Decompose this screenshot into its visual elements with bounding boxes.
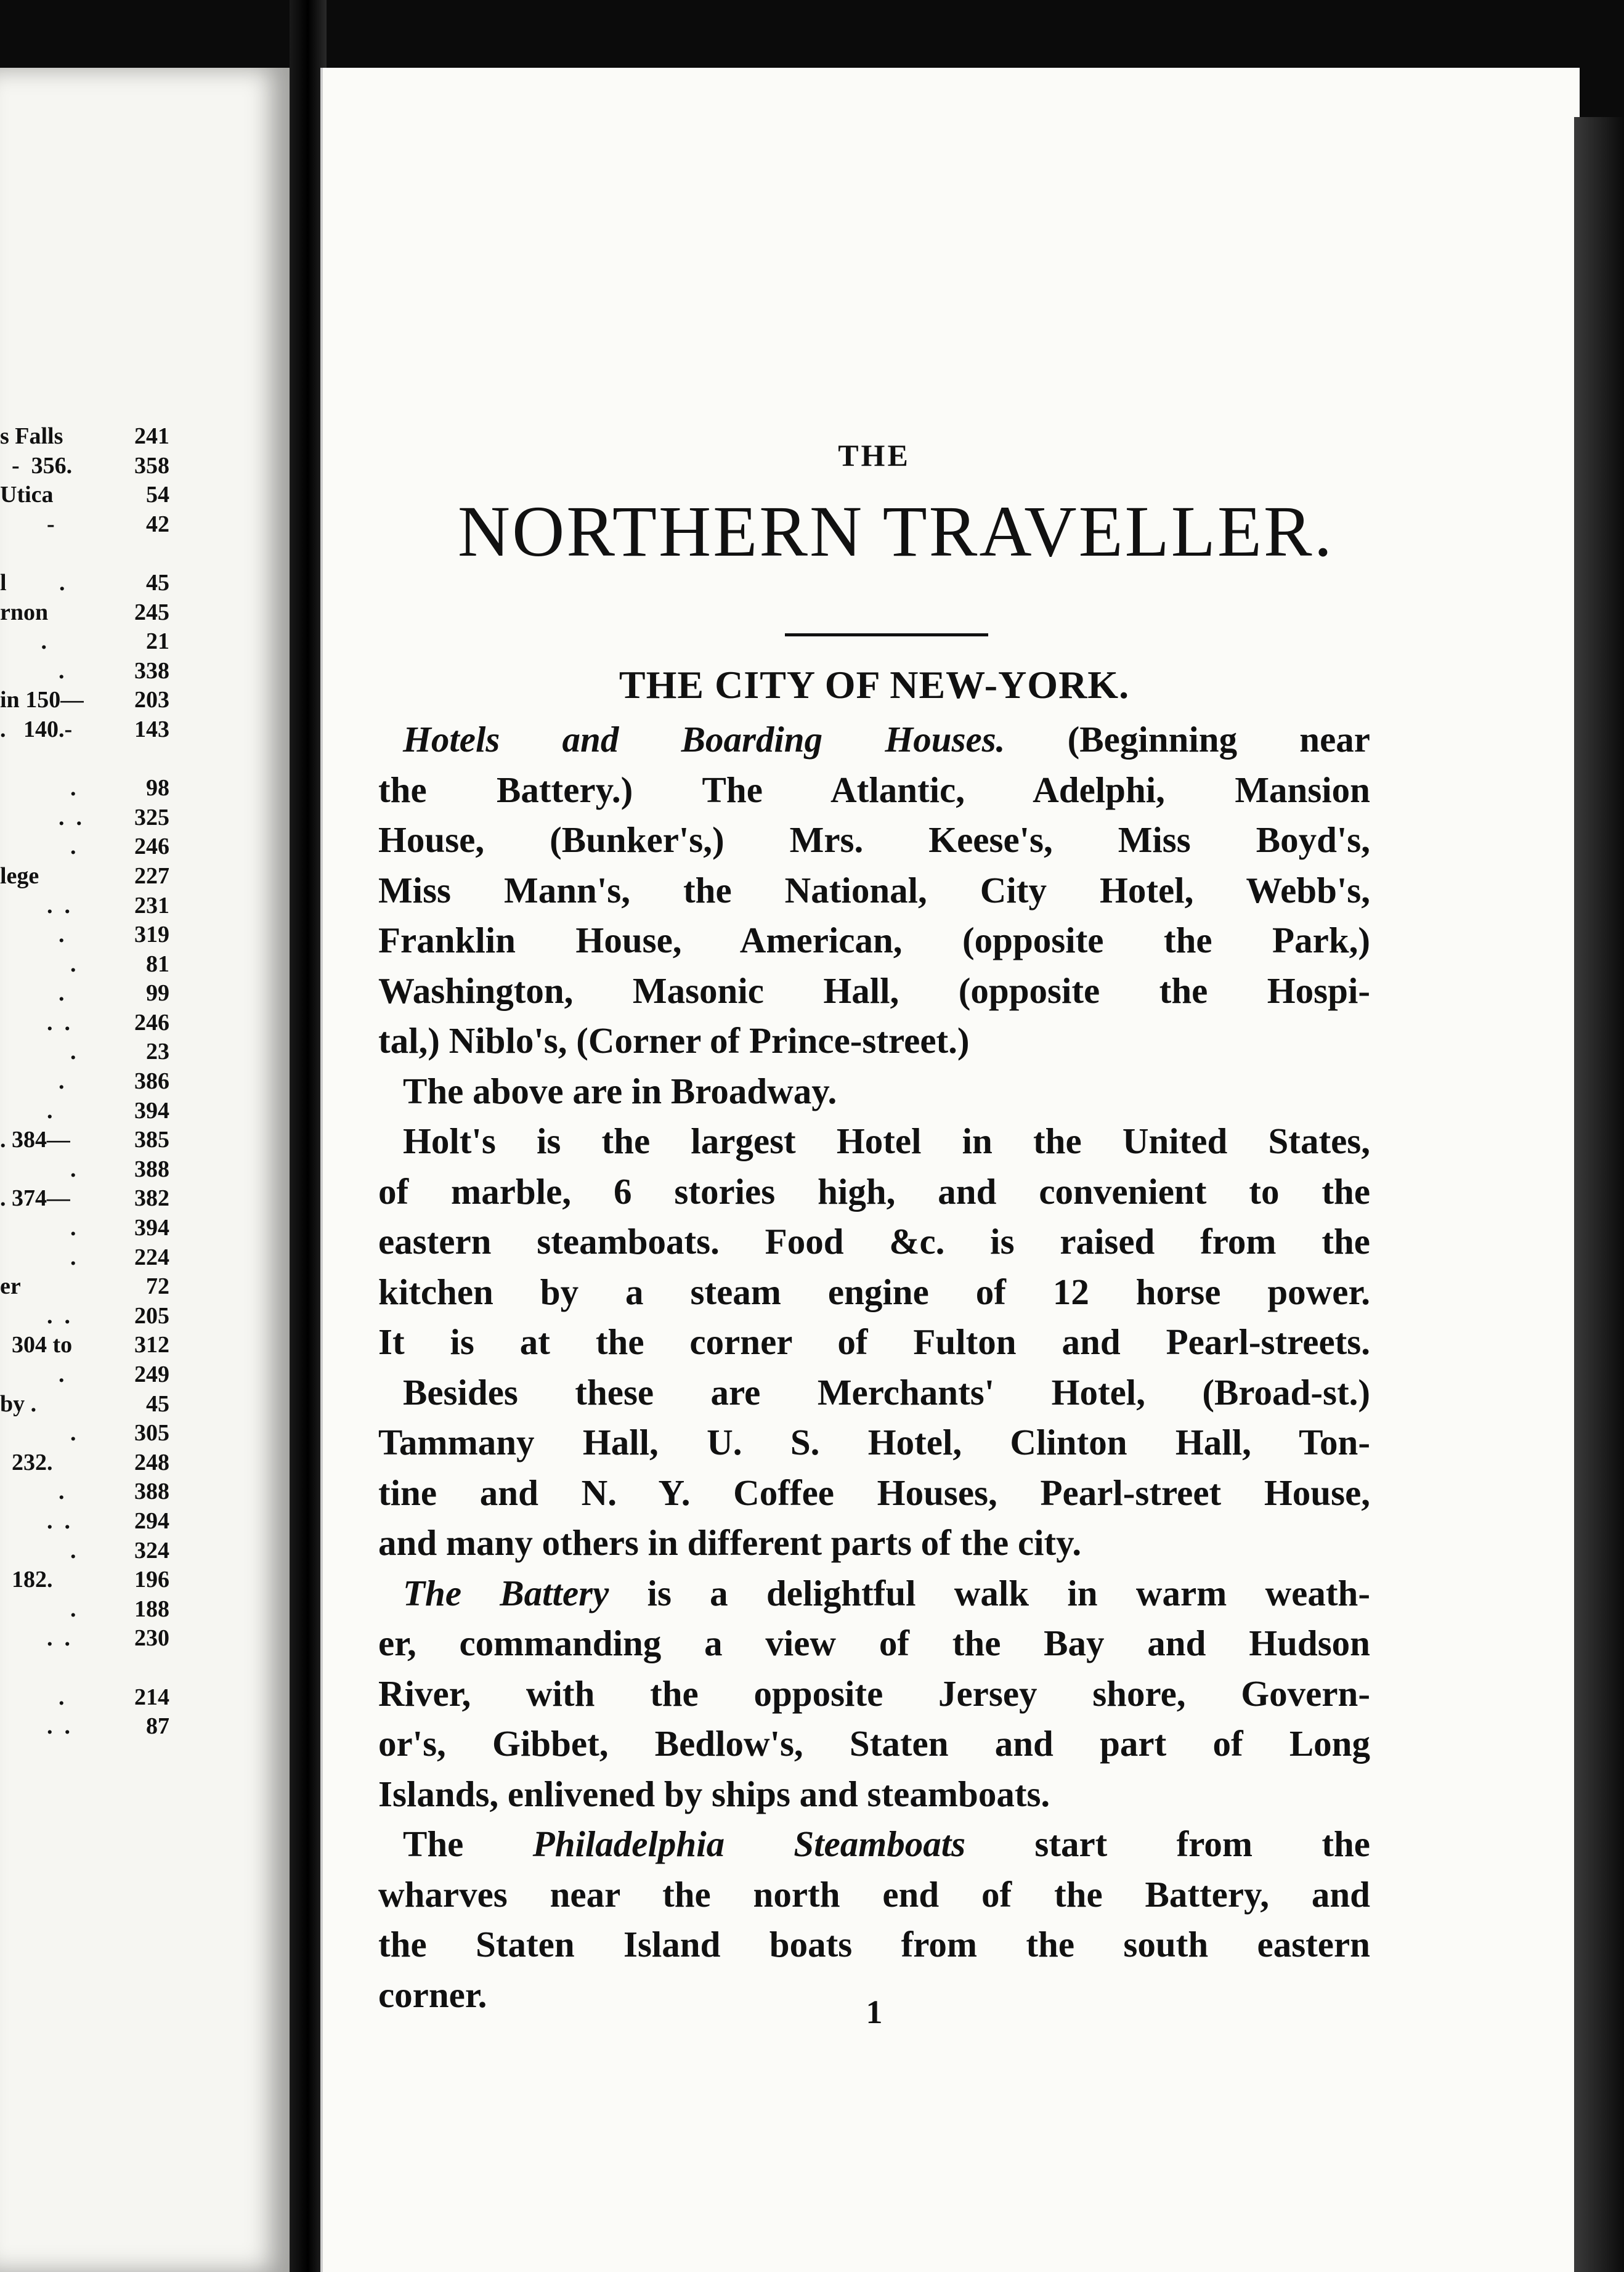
index-page-number: 324 (134, 1537, 169, 1564)
index-entry (0, 1184, 169, 1214)
index-page-number: 45 (146, 569, 169, 596)
index-label: . . (0, 1507, 70, 1534)
index-page-number: 312 (134, 1332, 169, 1358)
index-label: . . (0, 1302, 70, 1329)
index-label: 182. (0, 1567, 53, 1593)
italic-phrase: Hotels and Boarding Houses. (403, 719, 1005, 760)
page-title: NORTHERN TRAVELLER. (457, 491, 1334, 572)
index-label: . (0, 1068, 65, 1095)
index-label: . (0, 1244, 76, 1270)
text-run: Holt's is the largest Hotel in the United States, (403, 1121, 1370, 1161)
index-label: . . (0, 804, 82, 830)
index-label: lege (0, 862, 39, 889)
index-entry (0, 1595, 169, 1625)
index-label: . (0, 1156, 76, 1182)
text-run: tine and N. Y. Coffee Houses, Pearl-street House, (378, 1472, 1370, 1513)
text-run: Islands, enlivened by ships and steamboats. (378, 1773, 1050, 1814)
text-run: It is at the corner of Fulton and Pearl-streets. (378, 1321, 1370, 1362)
index-page-number: 188 (134, 1596, 169, 1622)
text-run: the Battery.) The Atlantic, Adelphi, Mansion (378, 769, 1370, 810)
text-line (378, 1669, 1370, 1719)
text-line (378, 1819, 1370, 1870)
index-entry (0, 627, 169, 657)
index-page-number: 385 (134, 1127, 169, 1153)
index-page-number: 214 (134, 1684, 169, 1710)
text-run: The above are in Broadway. (403, 1070, 837, 1111)
index-entry (0, 569, 169, 598)
index-page-number: 143 (134, 716, 169, 742)
text-line (378, 966, 1370, 1016)
body-text (378, 715, 1370, 2020)
index-entry (0, 920, 169, 950)
title-rule (785, 633, 988, 636)
index-entry (0, 774, 169, 803)
recto-page (320, 68, 1580, 2272)
index-page-number: 54 (146, 482, 169, 508)
index-entry (0, 1477, 169, 1507)
text-line (378, 1618, 1370, 1669)
text-run: start from the (965, 1824, 1370, 1864)
text-run: Tammany Hall, U. S. Hotel, Clinton Hall, Ton- (378, 1422, 1370, 1463)
index-entry (0, 1067, 169, 1097)
page-number: 1 (866, 1994, 883, 2031)
text-line (378, 1418, 1370, 1468)
text-run: Besides these are Merchants' Hotel, (Broad-st.) (403, 1371, 1370, 1413)
text-run: Miss Mann's, the National, City Hotel, Webb's, (378, 869, 1370, 911)
italic-phrase: The Battery (403, 1572, 609, 1613)
index-page-number: 21 (146, 628, 169, 655)
text-line (378, 1317, 1370, 1368)
index-page-number: 248 (134, 1449, 169, 1475)
text-run: er, commanding a view of the Bay and Hudson (378, 1623, 1370, 1663)
index-entry (0, 1448, 169, 1478)
index-entry (0, 950, 169, 980)
italic-phrase: Philadelphia Steamboats (532, 1824, 966, 1864)
index-page-number: 98 (146, 775, 169, 801)
index-entry (0, 1507, 169, 1536)
index-label: - 356. (0, 452, 73, 479)
index-label: . (0, 1684, 65, 1710)
facing-page (0, 68, 290, 2272)
index-label: l . (0, 569, 65, 596)
text-line (378, 915, 1370, 966)
index-page-number: 81 (146, 951, 169, 977)
index-label: . (0, 980, 65, 1007)
index-page-number: 394 (134, 1215, 169, 1241)
index-page-number: 388 (134, 1479, 169, 1505)
index-entry (0, 1272, 169, 1302)
index-page-number: 246 (134, 834, 169, 860)
text-line (378, 1518, 1370, 1568)
index-page-number: 99 (146, 980, 169, 1007)
index-entry (0, 510, 169, 540)
text-line (378, 1167, 1370, 1217)
index-entry (0, 1331, 169, 1360)
index-page-number: 319 (134, 922, 169, 948)
index-page-number (164, 539, 169, 569)
index-label: . 374— (0, 1185, 70, 1212)
index-entry (0, 1565, 169, 1595)
index-page-number: 231 (134, 892, 169, 919)
index-entry (0, 686, 169, 715)
index-entry (0, 1653, 169, 1683)
index-entry (0, 1624, 169, 1653)
text-line (378, 1016, 1370, 1066)
index-page-number: 386 (134, 1068, 169, 1095)
page-edge-shadow (1574, 117, 1624, 2272)
index-page-number: 245 (134, 599, 169, 625)
index-page-number: 249 (134, 1361, 169, 1387)
index-page-number: 294 (134, 1507, 169, 1534)
index-page-number: 358 (134, 452, 169, 479)
index-page-number: 338 (134, 657, 169, 684)
index-page-number: 23 (146, 1039, 169, 1065)
text-line (378, 1769, 1370, 1820)
index-entry (0, 1712, 169, 1742)
text-run: of marble, 6 stories high, and convenient to the (378, 1170, 1370, 1212)
section-heading: THE CITY OF NEW-YORK. (619, 663, 1130, 707)
index-page-number (164, 745, 169, 774)
index-page-number: 224 (134, 1244, 169, 1270)
index-label: s Falls (0, 423, 63, 449)
text-run: Washington, Masonic Hall, (opposite the Hospi- (378, 970, 1370, 1011)
text-run: the Staten Island boats from the south eastern (378, 1924, 1370, 1965)
index-label: . . (0, 1625, 70, 1652)
index-page-number: 394 (134, 1097, 169, 1124)
index-entry (0, 539, 169, 569)
index-page-number: 230 (134, 1625, 169, 1652)
text-line (378, 815, 1370, 866)
index-label: . (0, 951, 76, 977)
index-entry (0, 832, 169, 862)
index-entry (0, 1419, 169, 1448)
index-entry (0, 715, 169, 745)
index-label: . (0, 834, 76, 860)
text-run: eastern steamboats. Food &c. is raised from the (378, 1221, 1370, 1262)
index-entry (0, 657, 169, 686)
text-line (378, 1066, 1370, 1117)
index-entry (0, 1155, 169, 1185)
index-label: . (0, 775, 76, 801)
index-page-number: 87 (146, 1713, 169, 1740)
text-line (378, 1870, 1370, 1920)
index-entry (0, 598, 169, 628)
index-label: . (0, 628, 47, 655)
index-entry (0, 891, 169, 921)
index-entry (0, 1360, 169, 1390)
index-label: by . (0, 1390, 37, 1417)
index-page-number: 382 (134, 1185, 169, 1212)
index-label: 304 to (0, 1332, 73, 1358)
text-run: Franklin House, American, (opposite the Park,) (378, 920, 1370, 960)
index-label: . (0, 1039, 76, 1065)
text-run: River, with the opposite Jersey shore, Govern- (378, 1673, 1370, 1714)
index-label: . (0, 657, 65, 684)
index-entry (0, 1390, 169, 1419)
index-label: . 384— (0, 1127, 70, 1153)
index-entry (0, 452, 169, 481)
index-page-number: 42 (146, 511, 169, 537)
index-page-number: 203 (134, 687, 169, 713)
text-run: The (403, 1824, 533, 1864)
index-page-number: 241 (134, 423, 169, 449)
index-label: . (0, 1215, 76, 1241)
text-line (378, 1468, 1370, 1519)
index-page-number: 205 (134, 1302, 169, 1329)
index-label: . (0, 1097, 53, 1124)
index-label: . (0, 1596, 76, 1622)
index-label: 232. (0, 1449, 53, 1475)
text-line (378, 765, 1370, 816)
index-label: . (0, 1420, 76, 1446)
index-label: . (0, 1479, 65, 1505)
index-entry (0, 422, 169, 452)
index-entry (0, 1037, 169, 1067)
index-page-number: 305 (134, 1420, 169, 1446)
index-label: er (0, 1273, 21, 1300)
text-run: wharves near the north end of the Battery, and (378, 1873, 1370, 1915)
text-line (378, 1568, 1370, 1619)
index-entry (0, 1008, 169, 1038)
text-line (378, 1920, 1370, 1970)
index-label: in 150— (0, 687, 84, 713)
text-run: or's, Gibbet, Bedlow's, Staten and part of Long (378, 1723, 1370, 1764)
index-entry (0, 1536, 169, 1566)
text-line (378, 1719, 1370, 1769)
index-label: . (0, 922, 65, 948)
index-entry (0, 745, 169, 774)
index-entry (0, 862, 169, 891)
index-page-number: 227 (134, 862, 169, 889)
text-line (378, 1116, 1370, 1167)
index-page-number: 325 (134, 804, 169, 830)
index-page-number (164, 1653, 169, 1683)
text-run: tal,) Niblo's, (Corner of Prince-street.) (378, 1020, 970, 1061)
text-line (378, 1217, 1370, 1267)
index-page-number: 45 (146, 1390, 169, 1417)
index-entry (0, 1126, 169, 1155)
index-entry (0, 1683, 169, 1713)
index-label: . 140.- (0, 716, 73, 742)
index-entry (0, 481, 169, 510)
index-label: . (0, 1537, 76, 1564)
index-entry (0, 1302, 169, 1331)
index-label: Utica (0, 482, 54, 508)
text-line (378, 866, 1370, 916)
text-run: is a delightful walk in warm weath- (609, 1572, 1370, 1613)
index-page-number: 388 (134, 1156, 169, 1182)
text-line (378, 715, 1370, 765)
index-entry (0, 803, 169, 833)
index-label: - (0, 511, 55, 537)
text-line (378, 1267, 1370, 1318)
text-run: and many others in different parts of the city. (378, 1522, 1082, 1563)
heading-the: THE (838, 438, 911, 473)
index-label: . . (0, 892, 70, 919)
index-label: rnon (0, 599, 49, 625)
text-run: kitchen by a steam engine of 12 horse power. (378, 1271, 1370, 1312)
index-entry (0, 1243, 169, 1273)
text-line (378, 1368, 1370, 1418)
text-run: corner. (378, 1974, 487, 2015)
text-run: (Beginning near (1005, 719, 1370, 760)
index-entry (0, 1097, 169, 1126)
index-entry (0, 979, 169, 1008)
index-page-number: 72 (146, 1273, 169, 1300)
index-label: . (0, 1361, 65, 1387)
index-page-number: 196 (134, 1567, 169, 1593)
index-label: . . (0, 1009, 70, 1036)
index-label: . . (0, 1713, 70, 1740)
text-run: House, (Bunker's,) Mrs. Keese's, Miss Boyd's, (378, 819, 1370, 860)
index-entry (0, 1214, 169, 1243)
index-page-number: 246 (134, 1009, 169, 1036)
index-column (0, 422, 169, 1742)
